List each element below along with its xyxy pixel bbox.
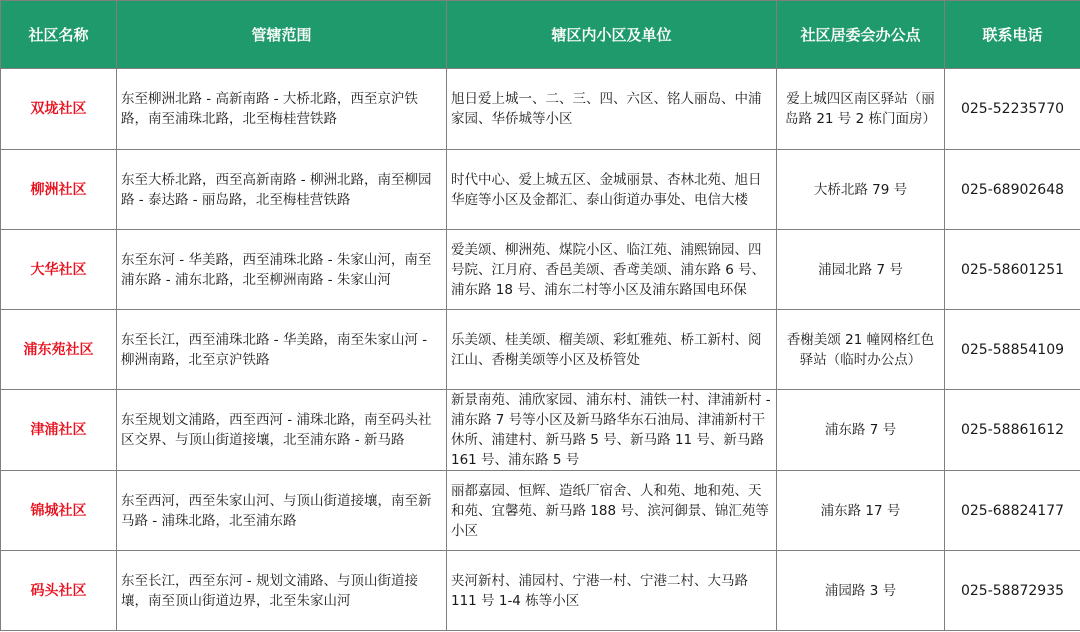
jurisdiction-cell: 东至大桥北路，西至高新南路 - 柳洲北路，南至柳园路 - 泰达路 - 丽岛路，北至梅桂营铁路 <box>117 150 447 230</box>
units-cell: 爱美颂、柳洲苑、煤院小区、临江苑、浦熙锦园、四号院、江月府、香邑美颂、香鸢美颂、浦东路 6 号、浦东路 18 号、浦东二村等小区及浦东路国电环保 <box>447 230 777 310</box>
table-row <box>1 69 1080 150</box>
table-row <box>1 551 1080 631</box>
units-cell: 乐美颂、桂美颂、榴美颂、彩虹雅苑、桥工新村、阅江山、香榭美颂等小区及桥管处 <box>447 310 777 390</box>
phone-cell: 025-58872935 <box>945 551 1080 631</box>
phone-cell: 025-68902648 <box>945 150 1080 230</box>
community-name: 锦城社区 <box>1 471 117 551</box>
jurisdiction-cell: 东至长江，西至东河 - 规划文浦路、与顶山街道接壤，南至顶山街道边界，北至朱家山河 <box>117 551 447 631</box>
jurisdiction-cell: 东至长江，西至浦珠北路 - 华美路，南至朱家山河 - 柳洲南路，北至京沪铁路 <box>117 310 447 390</box>
phone-cell: 025-58861612 <box>945 390 1080 471</box>
community-name: 柳洲社区 <box>1 150 117 230</box>
office-cell: 浦园路 3 号 <box>777 551 945 631</box>
units-cell: 丽都嘉园、恒辉、造纸厂宿舍、人和苑、地和苑、天和苑、宜馨苑、新马路 188 号、滨河御景、锦汇苑等小区 <box>447 471 777 551</box>
office-cell: 浦东路 7 号 <box>777 390 945 471</box>
office-cell: 浦东路 17 号 <box>777 471 945 551</box>
jurisdiction-cell: 东至西河，西至朱家山河、与顶山街道接壤，南至新马路 - 浦珠北路，北至浦东路 <box>117 471 447 551</box>
office-cell: 浦园北路 7 号 <box>777 230 945 310</box>
jurisdiction-cell: 东至规划文浦路，西至西河 - 浦珠北路，南至码头社区交界、与顶山街道接壤，北至浦东路 - 新马路 <box>117 390 447 471</box>
office-cell: 爱上城四区南区驿站（丽岛路 21 号 2 栋门面房） <box>777 69 945 150</box>
header-phone: 联系电话 <box>945 1 1080 69</box>
table-row <box>1 150 1080 230</box>
community-name: 大华社区 <box>1 230 117 310</box>
header-units: 辖区内小区及单位 <box>447 1 777 69</box>
office-cell: 香榭美颂 21 幢网格红色驿站（临时办公点） <box>777 310 945 390</box>
header-community-name: 社区名称 <box>1 1 117 69</box>
jurisdiction-cell: 东至柳洲北路 - 高新南路 - 大桥北路，西至京沪铁路，南至浦珠北路，北至梅桂营铁路 <box>117 69 447 150</box>
phone-cell: 025-58854109 <box>945 310 1080 390</box>
jurisdiction-cell: 东至东河 - 华美路，西至浦珠北路 - 朱家山河，南至浦东路 - 浦东北路，北至柳洲南路 - 朱家山河 <box>117 230 447 310</box>
header-jurisdiction: 管辖范围 <box>117 1 447 69</box>
office-cell: 大桥北路 79 号 <box>777 150 945 230</box>
phone-cell: 025-52235770 <box>945 69 1080 150</box>
community-name: 津浦社区 <box>1 390 117 471</box>
header-row <box>1 1 1080 69</box>
community-name: 码头社区 <box>1 551 117 631</box>
table-row <box>1 390 1080 471</box>
units-cell: 旭日爱上城一、二、三、四、六区、铭人丽岛、中浦家园、华侨城等小区 <box>447 69 777 150</box>
community-name: 浦东苑社区 <box>1 310 117 390</box>
table-row <box>1 471 1080 551</box>
phone-cell: 025-58601251 <box>945 230 1080 310</box>
header-office: 社区居委会办公点 <box>777 1 945 69</box>
table-row <box>1 310 1080 390</box>
units-cell: 新景南苑、浦欣家园、浦东村、浦铁一村、津浦新村 - 浦东路 7 号等小区及新马路华东石油局、津浦新村干休所、浦建村、新马路 5 号、新马路 11 号、新马路 161 号、浦东路 5 号 <box>447 390 777 471</box>
units-cell: 夹河新村、浦园村、宁港一村、宁港二村、大马路 111 号 1-4 栋等小区 <box>447 551 777 631</box>
table-row <box>1 230 1080 310</box>
community-name: 双垅社区 <box>1 69 117 150</box>
phone-cell: 025-68824177 <box>945 471 1080 551</box>
units-cell: 时代中心、爱上城五区、金城丽景、杏林北苑、旭日华庭等小区及金都汇、泰山街道办事处、电信大楼 <box>447 150 777 230</box>
